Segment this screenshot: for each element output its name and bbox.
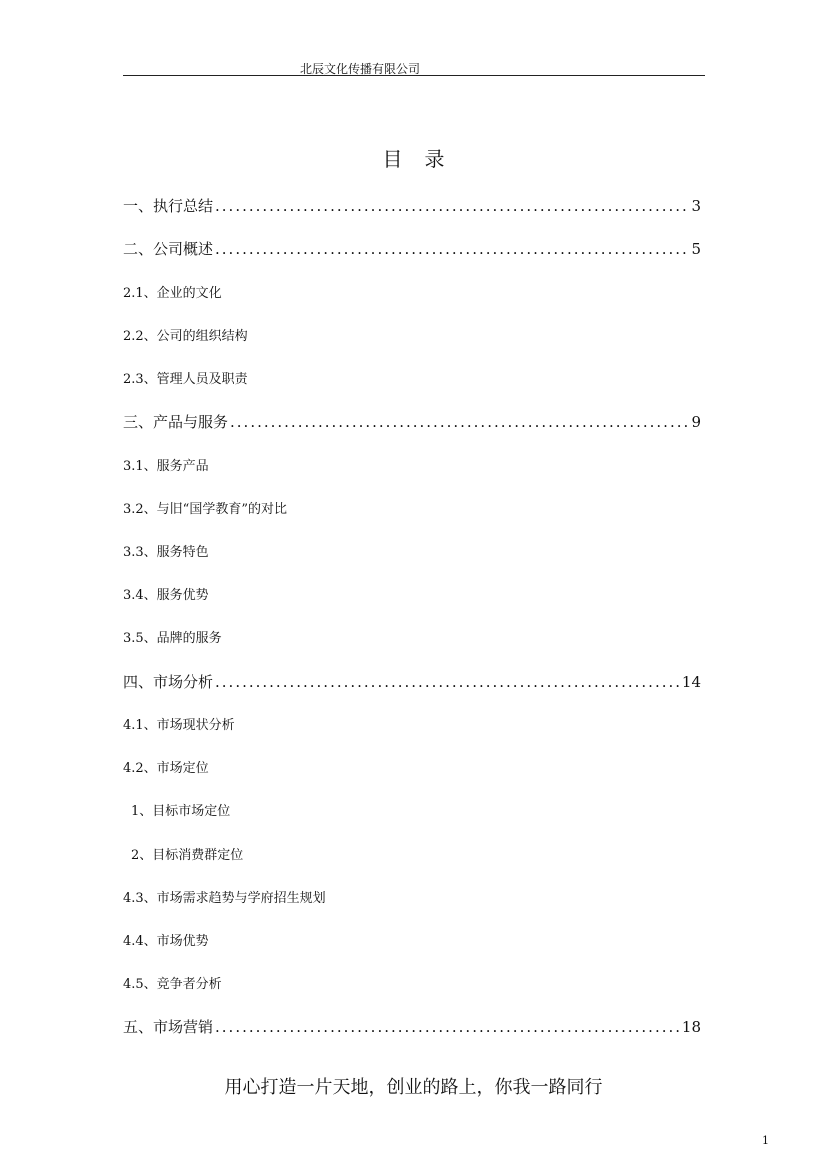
toc-entry-label: 1、目标市场定位 [131,804,231,819]
toc-entry-label: 3.1、服务产品 [123,459,209,474]
toc-entry-label: 2.3、管理人员及职责 [123,372,248,387]
toc-entry-label: 4.5、竞争者分析 [123,977,222,992]
toc-entry-2[interactable] [123,238,701,259]
toc-entry-5[interactable] [123,1016,701,1037]
toc-title: 目录 [382,147,467,171]
toc-entry-3-2[interactable] [123,498,701,517]
footer-slogan: 用心打造一片天地，创业的路上，你我一路同行 [224,1077,603,1098]
toc-entry-label: 4.4、市场优势 [123,934,209,949]
toc-entry-2-2[interactable] [123,325,701,344]
toc-entry-2-3[interactable] [123,368,701,387]
toc-entry-page: 5 [691,240,701,258]
toc-entry-2-1[interactable] [123,282,701,301]
toc-entry-label: 3.2、与旧“国学教育”的对比 [123,502,287,517]
dot-leader [215,1018,680,1036]
toc-entry-label: 3.3、服务特色 [123,545,209,560]
toc-entry-4-2-1[interactable] [131,800,709,819]
toc-entry-4-2[interactable] [123,757,701,776]
toc-entry-3-3[interactable] [123,541,701,560]
toc-entry-4-5[interactable] [123,973,701,992]
toc-entry-label: 4.1、市场现状分析 [123,718,235,733]
toc-entry-4-1[interactable] [123,714,701,733]
toc-entry-label: 3.4、服务优势 [123,588,209,603]
toc-entry-label: 四、市场分析 [123,673,214,691]
dot-leader [230,413,689,431]
toc-entry-label: 三、产品与服务 [123,413,229,431]
toc-entry-label: 4.3、市场需求趋势与学府招生规划 [123,891,326,906]
toc-entry-label: 一、执行总结 [123,197,214,215]
company-name: 北辰文化传播有限公司 [300,62,421,76]
toc-entry-3[interactable] [123,411,701,432]
toc-entry-label: 五、市场营销 [123,1018,214,1036]
dot-leader [215,240,689,258]
toc-entry-page: 14 [681,673,701,691]
page-number: 1 [762,1134,769,1147]
toc-entry-page: 3 [691,197,701,215]
toc-entry-3-1[interactable] [123,455,701,474]
toc-entry-3-5[interactable] [123,627,701,646]
toc-entry-4-2-2[interactable] [131,844,709,863]
toc-entry-label: 3.5、品牌的服务 [123,631,222,646]
toc-entry-label: 4.2、市场定位 [123,761,209,776]
toc-entry-4-3[interactable] [123,887,701,906]
toc-entry-page: 18 [681,1018,701,1036]
toc-entry-label: 2.2、公司的组织结构 [123,329,248,344]
toc-entry-3-4[interactable] [123,584,701,603]
header-divider [123,75,705,76]
toc-entry-4-4[interactable] [123,930,701,949]
toc-entry-label: 2.1、企业的文化 [123,286,222,301]
toc-entry-page: 9 [691,413,701,431]
toc-entry-1[interactable] [123,195,701,216]
toc-entry-label: 二、公司概述 [123,240,214,258]
dot-leader [215,197,689,215]
toc-entry-4[interactable] [123,671,701,692]
toc-entry-label: 2、目标消费群定位 [131,848,244,863]
dot-leader [215,673,680,691]
